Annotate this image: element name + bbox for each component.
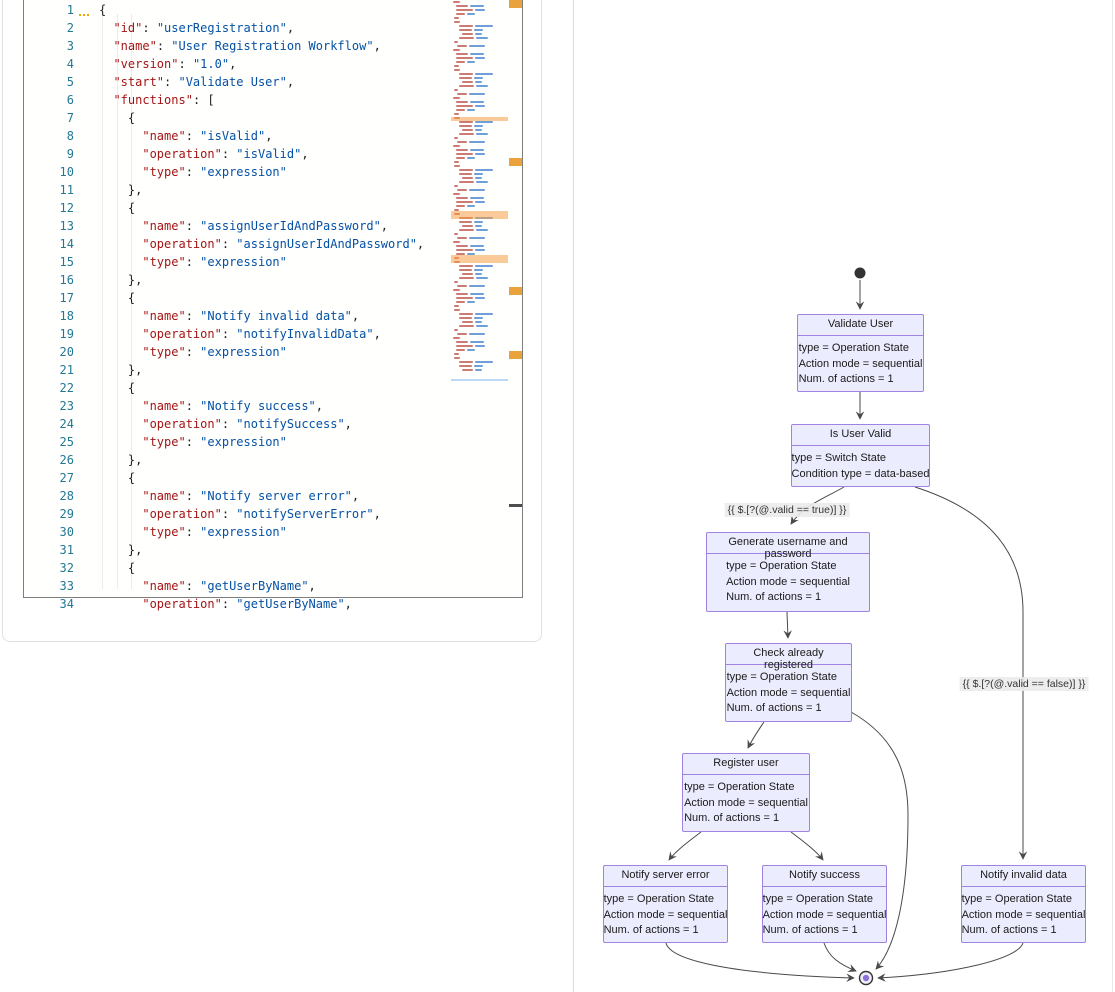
line-number: 12 (59, 201, 74, 215)
code-line[interactable]: 23 "name": "Notify success", (24, 397, 522, 415)
state-node-title: Validate User (798, 315, 923, 336)
state-attr: type = Operation State (762, 893, 873, 905)
code-line[interactable]: 30 "type": "expression" (24, 523, 522, 541)
line-number: 27 (59, 471, 74, 485)
scrollbar-thumb[interactable] (509, 504, 522, 507)
start-state-node (855, 268, 866, 279)
edge-register-notifysuccess (791, 832, 823, 860)
state-attr: type = Operation State (726, 560, 837, 572)
line-number: 33 (59, 579, 74, 593)
state-node-notify-success (762, 865, 887, 943)
state-attr: Action mode = sequential (684, 796, 808, 809)
line-number: 20 (59, 345, 74, 359)
line-number: 24 (59, 417, 74, 431)
line-number: 29 (59, 507, 74, 521)
state-attr: Action mode = sequential (798, 357, 923, 370)
line-number: 5 (66, 75, 74, 89)
warning-squiggle (79, 10, 89, 16)
line-number: 21 (59, 363, 74, 377)
edge-check-register (748, 722, 764, 748)
code-lines (24, 0, 522, 613)
state-attr: Condition type = data-based (791, 467, 930, 480)
state-node-generate-username-password (706, 532, 870, 612)
line-number: 30 (59, 525, 74, 539)
code-line[interactable]: 14 "operation": "assignUserIdAndPassword", (24, 235, 522, 253)
code-line[interactable]: 17 { (24, 289, 522, 307)
code-line[interactable]: 24 "operation": "notifySuccess", (24, 415, 522, 433)
line-number: 9 (66, 147, 74, 161)
code-line[interactable]: 27 { (24, 469, 522, 487)
state-node-title: Check already registered (726, 644, 851, 665)
code-line[interactable]: 25 "type": "expression" (24, 433, 522, 451)
code-line[interactable]: 15 "type": "expression" (24, 253, 522, 271)
edge-label-valid-false: {{ $.[?(@.valid == false)] }} (960, 677, 1089, 691)
minimap-highlight (451, 255, 508, 263)
code-line[interactable]: 6 "functions": [ (24, 91, 522, 109)
edge-register-notifyerror (669, 832, 701, 860)
ruler-warning-marker (509, 351, 522, 359)
line-number: 4 (66, 57, 74, 71)
line-number: 15 (59, 255, 74, 269)
code-line[interactable]: 34 "operation": "getUserByName", (24, 595, 522, 613)
line-number: 7 (66, 111, 74, 125)
edge-label-valid-true: {{ $.[?(@.valid == true)] }} (725, 503, 850, 517)
ruler-warning-marker (509, 158, 522, 166)
state-node-notify-server-error (603, 865, 728, 943)
state-attr: Action mode = sequential (726, 686, 851, 699)
line-number: 17 (59, 291, 74, 305)
code-line[interactable]: 22 { (24, 379, 522, 397)
line-number: 13 (59, 219, 74, 233)
code-line[interactable]: 26 }, (24, 451, 522, 469)
line-number: 6 (66, 93, 74, 107)
state-node-validate-user (797, 314, 924, 392)
line-number: 10 (59, 165, 74, 179)
code-line[interactable]: 2 "id": "userRegistration", (24, 19, 522, 37)
state-node-title: Notify invalid data (962, 866, 1085, 887)
overview-ruler[interactable] (509, 0, 523, 597)
code-line[interactable]: 5 "start": "Validate User", (24, 73, 522, 91)
edge-isvalid-notifyinvalid (915, 487, 1023, 859)
line-number: 14 (59, 237, 74, 251)
line-number: 31 (59, 543, 74, 557)
code-line[interactable]: 9 "operation": "isValid", (24, 145, 522, 163)
diagram-edges (573, 0, 1112, 992)
ruler-warning-marker (509, 0, 522, 8)
code-editor[interactable] (23, 0, 523, 611)
state-attr: Action mode = sequential (726, 575, 850, 588)
state-node-register-user (682, 753, 810, 832)
code-line[interactable]: 13 "name": "assignUserIdAndPassword", (24, 217, 522, 235)
code-line[interactable]: 19 "operation": "notifyInvalidData", (24, 325, 522, 343)
line-number: 19 (59, 327, 74, 341)
line-number: 26 (59, 453, 74, 467)
state-attr: type = Operation State (684, 781, 795, 793)
state-node-title: Is User Valid (792, 425, 929, 446)
code-line[interactable]: 33 "name": "getUserByName", (24, 577, 522, 595)
panel-right-border (1112, 0, 1113, 992)
workflow-diagram (573, 0, 1112, 992)
code-line[interactable]: 4 "version": "1.0", (24, 55, 522, 73)
code-line[interactable]: 16 }, (24, 271, 522, 289)
line-number: 11 (59, 183, 74, 197)
state-attr: Num. of actions = 1 (961, 924, 1057, 936)
state-attr: Num. of actions = 1 (684, 812, 780, 824)
line-number: 28 (59, 489, 74, 503)
state-node-check-already-registered (725, 643, 852, 722)
line-number: 32 (59, 561, 74, 575)
line-number: 1 (66, 3, 74, 17)
code-line[interactable]: 31 }, (24, 541, 522, 559)
code-line[interactable]: 28 "name": "Notify server error", (24, 487, 522, 505)
line-number: 23 (59, 399, 74, 413)
code-line[interactable]: 11 }, (24, 181, 522, 199)
line-number: 22 (59, 381, 74, 395)
code-line[interactable]: 3 "name": "User Registration Workflow", (24, 37, 522, 55)
state-attr: type = Operation State (798, 342, 909, 354)
line-number: 34 (59, 597, 74, 611)
code-line[interactable]: 1 { (24, 1, 522, 19)
code-line[interactable]: 20 "type": "expression" (24, 343, 522, 361)
state-attr: type = Operation State (603, 893, 714, 905)
state-attr: Num. of actions = 1 (726, 702, 822, 714)
state-attr: Num. of actions = 1 (726, 591, 822, 603)
code-line[interactable]: 32 { (24, 559, 522, 577)
state-attr: Action mode = sequential (961, 908, 1086, 921)
edge-notifysuccess-end (824, 943, 856, 971)
line-number: 25 (59, 435, 74, 449)
state-node-title: Generate username and password (707, 533, 869, 554)
end-state-node (860, 972, 873, 985)
minimap-highlight (451, 117, 508, 121)
line-number: 16 (59, 273, 74, 287)
state-attr: Action mode = sequential (603, 908, 728, 921)
code-line[interactable]: 12 { (24, 199, 522, 217)
state-attr: type = Operation State (961, 893, 1072, 905)
code-line[interactable]: 7 { (24, 109, 522, 127)
minimap[interactable] (451, 1, 508, 383)
state-node-title: Notify success (763, 866, 886, 887)
state-attr: type = Switch State (791, 452, 887, 464)
code-line[interactable]: 8 "name": "isValid", (24, 127, 522, 145)
line-number: 3 (66, 39, 74, 53)
line-number: 18 (59, 309, 74, 323)
state-attr: Num. of actions = 1 (762, 924, 858, 936)
edge-notifyinvalid-end (878, 943, 1023, 978)
edge-generate-check (787, 612, 788, 638)
minimap-highlight (451, 211, 508, 219)
state-attr: Action mode = sequential (762, 908, 887, 921)
minimap-end-line (451, 379, 508, 381)
code-line[interactable]: 10 "type": "expression" (24, 163, 522, 181)
line-number: 8 (66, 129, 74, 143)
state-attr: Num. of actions = 1 (798, 373, 894, 385)
state-attr: Num. of actions = 1 (603, 924, 699, 936)
state-node-is-user-valid (791, 424, 930, 487)
line-number: 2 (66, 21, 74, 35)
state-node-notify-invalid-data (961, 865, 1086, 943)
state-node-title: Notify server error (604, 866, 727, 887)
state-node-title: Register user (683, 754, 809, 775)
ruler-warning-marker (509, 287, 522, 295)
code-line[interactable]: 21 }, (24, 361, 522, 379)
code-line[interactable]: 18 "name": "Notify invalid data", (24, 307, 522, 325)
state-attr: type = Operation State (726, 671, 837, 683)
code-line[interactable]: 29 "operation": "notifyServerError", (24, 505, 522, 523)
